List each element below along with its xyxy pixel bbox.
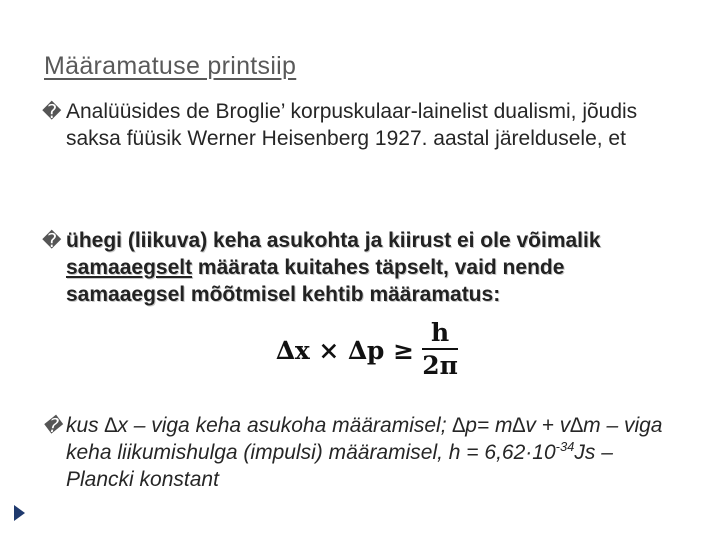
fraction-numerator: h <box>430 318 450 347</box>
play-arrow-icon[interactable] <box>14 505 25 521</box>
bullet-box-icon: � <box>42 102 62 123</box>
bullet-box-icon: � <box>42 231 62 252</box>
definitions-text-start: kus ∆x – viga keha asukoha määramisel; ∆p= m∆v + v∆m – viga keha liikumishulga (impulsi) määramisel, h = 6,62·10 <box>66 414 663 464</box>
underlined-word: samaaegselt <box>66 256 193 279</box>
bullet-intro-text: Analüüsides de Broglie’ korpuskulaar-lainelist dualismi, jõudis saksa füüsik Werner Heisenberg 1927. aastal järeldusele, et <box>66 100 638 150</box>
principle-text-start: ühegi (liikuva) keha asukohta ja kiirust ei ole võimalik <box>66 229 601 252</box>
exponent: -34 <box>555 439 575 454</box>
slide-title: Määramatuse printsiip <box>44 52 297 80</box>
bullet-principle <box>42 227 682 308</box>
definitions-text-end: Js – Plancki konstant <box>66 441 613 491</box>
bullet-definitions-text <box>66 412 682 493</box>
formula-lhs: ∆x × ∆p ≥ <box>276 335 415 365</box>
fraction-denominator: 2π <box>422 351 458 380</box>
uncertainty-formula <box>276 318 458 382</box>
formula-fraction <box>422 318 458 382</box>
bullet-principle-text <box>66 227 682 308</box>
principle-text-end: määrata kuitahes täpselt, vaid nende samaaegsel mõõtmisel kehtib määramatus: <box>66 256 565 306</box>
bullet-definitions <box>42 412 682 493</box>
bullet-box-icon: � <box>42 416 62 437</box>
bullet-intro <box>42 98 682 152</box>
